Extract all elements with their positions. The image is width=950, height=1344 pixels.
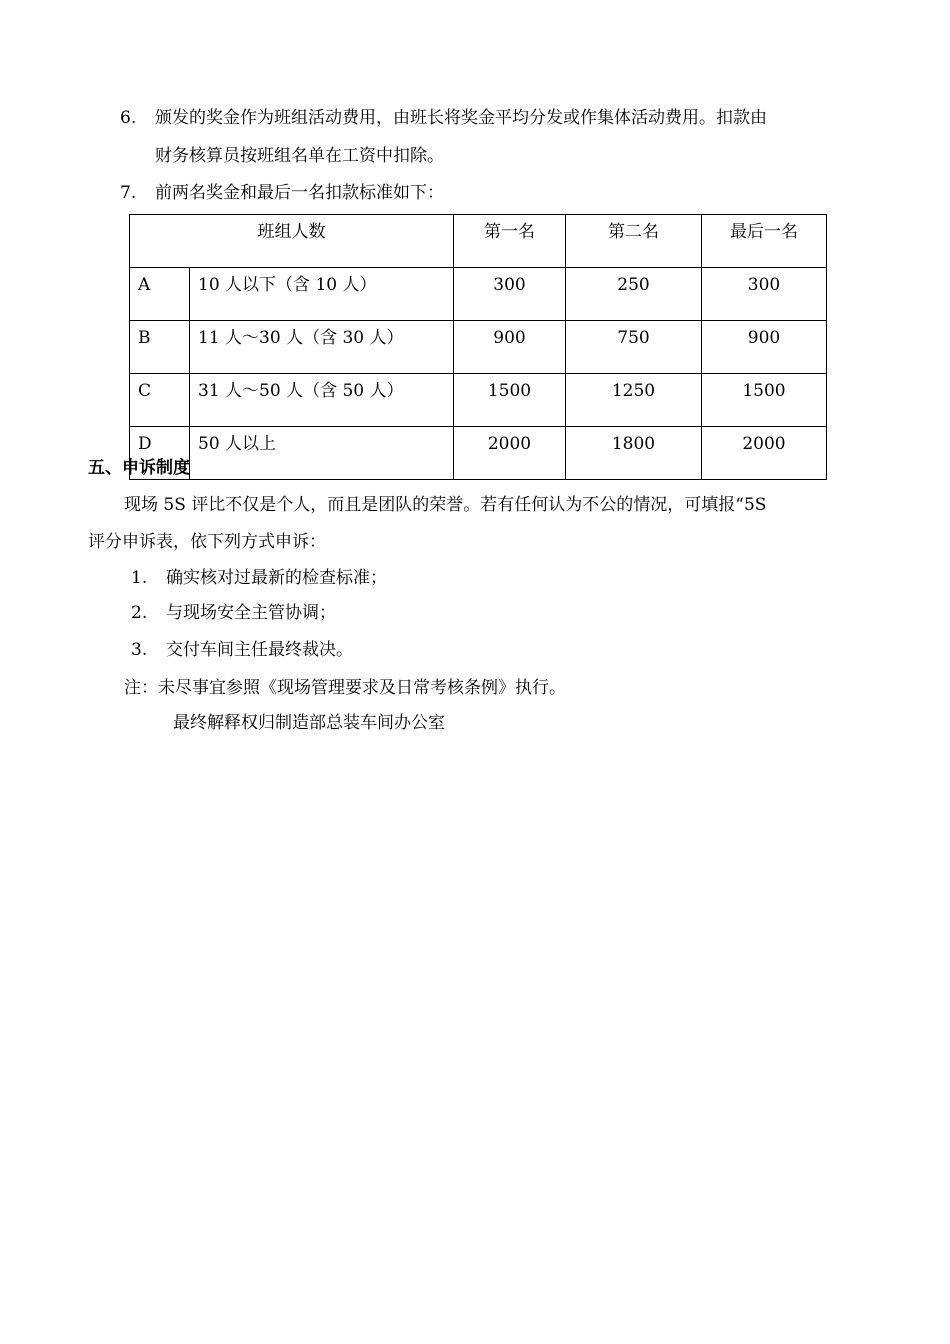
row-second: 250 <box>566 268 702 321</box>
section-5-heading: 五、申诉制度 <box>88 458 190 478</box>
row-last: 300 <box>702 268 827 321</box>
row-first: 2000 <box>454 427 566 480</box>
appeal-step-number: 1. <box>131 568 148 588</box>
row-grade: C <box>130 374 190 427</box>
section-5-intro-line-2: 评分申诉表，依下列方式申诉： <box>88 532 326 552</box>
row-first: 900 <box>454 321 566 374</box>
row-range: 50 人以上 <box>190 427 454 480</box>
row-grade: A <box>130 268 190 321</box>
item-6-line-1 <box>120 107 767 129</box>
row-grade: D <box>130 427 190 480</box>
row-second: 1250 <box>566 374 702 427</box>
item-7 <box>120 182 444 204</box>
table-row <box>130 268 827 321</box>
table-header-row <box>130 215 827 268</box>
note: 注：未尽事宜参照《现场管理要求及日常考核条例》执行。 <box>124 678 566 698</box>
row-range: 31 人～50 人（含 50 人） <box>190 374 454 427</box>
section-5-intro-line-1: 现场 5S 评比不仅是个人，而且是团队的荣誉。若有任何认为不公的情况，可填报“5S <box>124 495 767 515</box>
item-6-number: 6. <box>120 108 137 128</box>
row-second: 750 <box>566 321 702 374</box>
appeal-step-text: 与现场安全主管协调； <box>166 603 336 623</box>
item-6-text-line-1: 颁发的奖金作为班组活动费用，由班长将奖金平均分发或作集体活动费用。扣款由 <box>155 108 767 128</box>
header-first-place: 第一名 <box>454 215 566 268</box>
header-group-size: 班组人数 <box>130 215 454 268</box>
row-last: 2000 <box>702 427 827 480</box>
row-range: 11 人～30 人（含 30 人） <box>190 321 454 374</box>
award-deduction-table <box>129 214 827 480</box>
appeal-step-text: 确实核对过最新的检查标准； <box>166 568 387 588</box>
row-last: 900 <box>702 321 827 374</box>
item-7-text: 前两名奖金和最后一名扣款标准如下： <box>155 183 444 203</box>
appeal-step-number: 2. <box>131 603 148 623</box>
header-second-place: 第二名 <box>566 215 702 268</box>
table-row <box>130 321 827 374</box>
row-second: 1800 <box>566 427 702 480</box>
appeal-step <box>131 567 387 589</box>
row-grade: B <box>130 321 190 374</box>
row-first: 300 <box>454 268 566 321</box>
appeal-step <box>131 602 336 624</box>
item-7-number: 7. <box>120 183 137 203</box>
appeal-step <box>131 639 353 661</box>
row-first: 1500 <box>454 374 566 427</box>
row-range: 10 人以下（含 10 人） <box>190 268 454 321</box>
appeal-step-number: 3. <box>131 640 148 660</box>
row-last: 1500 <box>702 374 827 427</box>
item-6-line-2: 财务核算员按班组名单在工资中扣除。 <box>155 146 444 166</box>
table-row <box>130 374 827 427</box>
table-row <box>130 427 827 480</box>
appeal-step-text: 交付车间主任最终裁决。 <box>166 640 353 660</box>
interpretation-footer: 最终解释权归制造部总装车间办公室 <box>173 713 445 733</box>
header-last-place: 最后一名 <box>702 215 827 268</box>
